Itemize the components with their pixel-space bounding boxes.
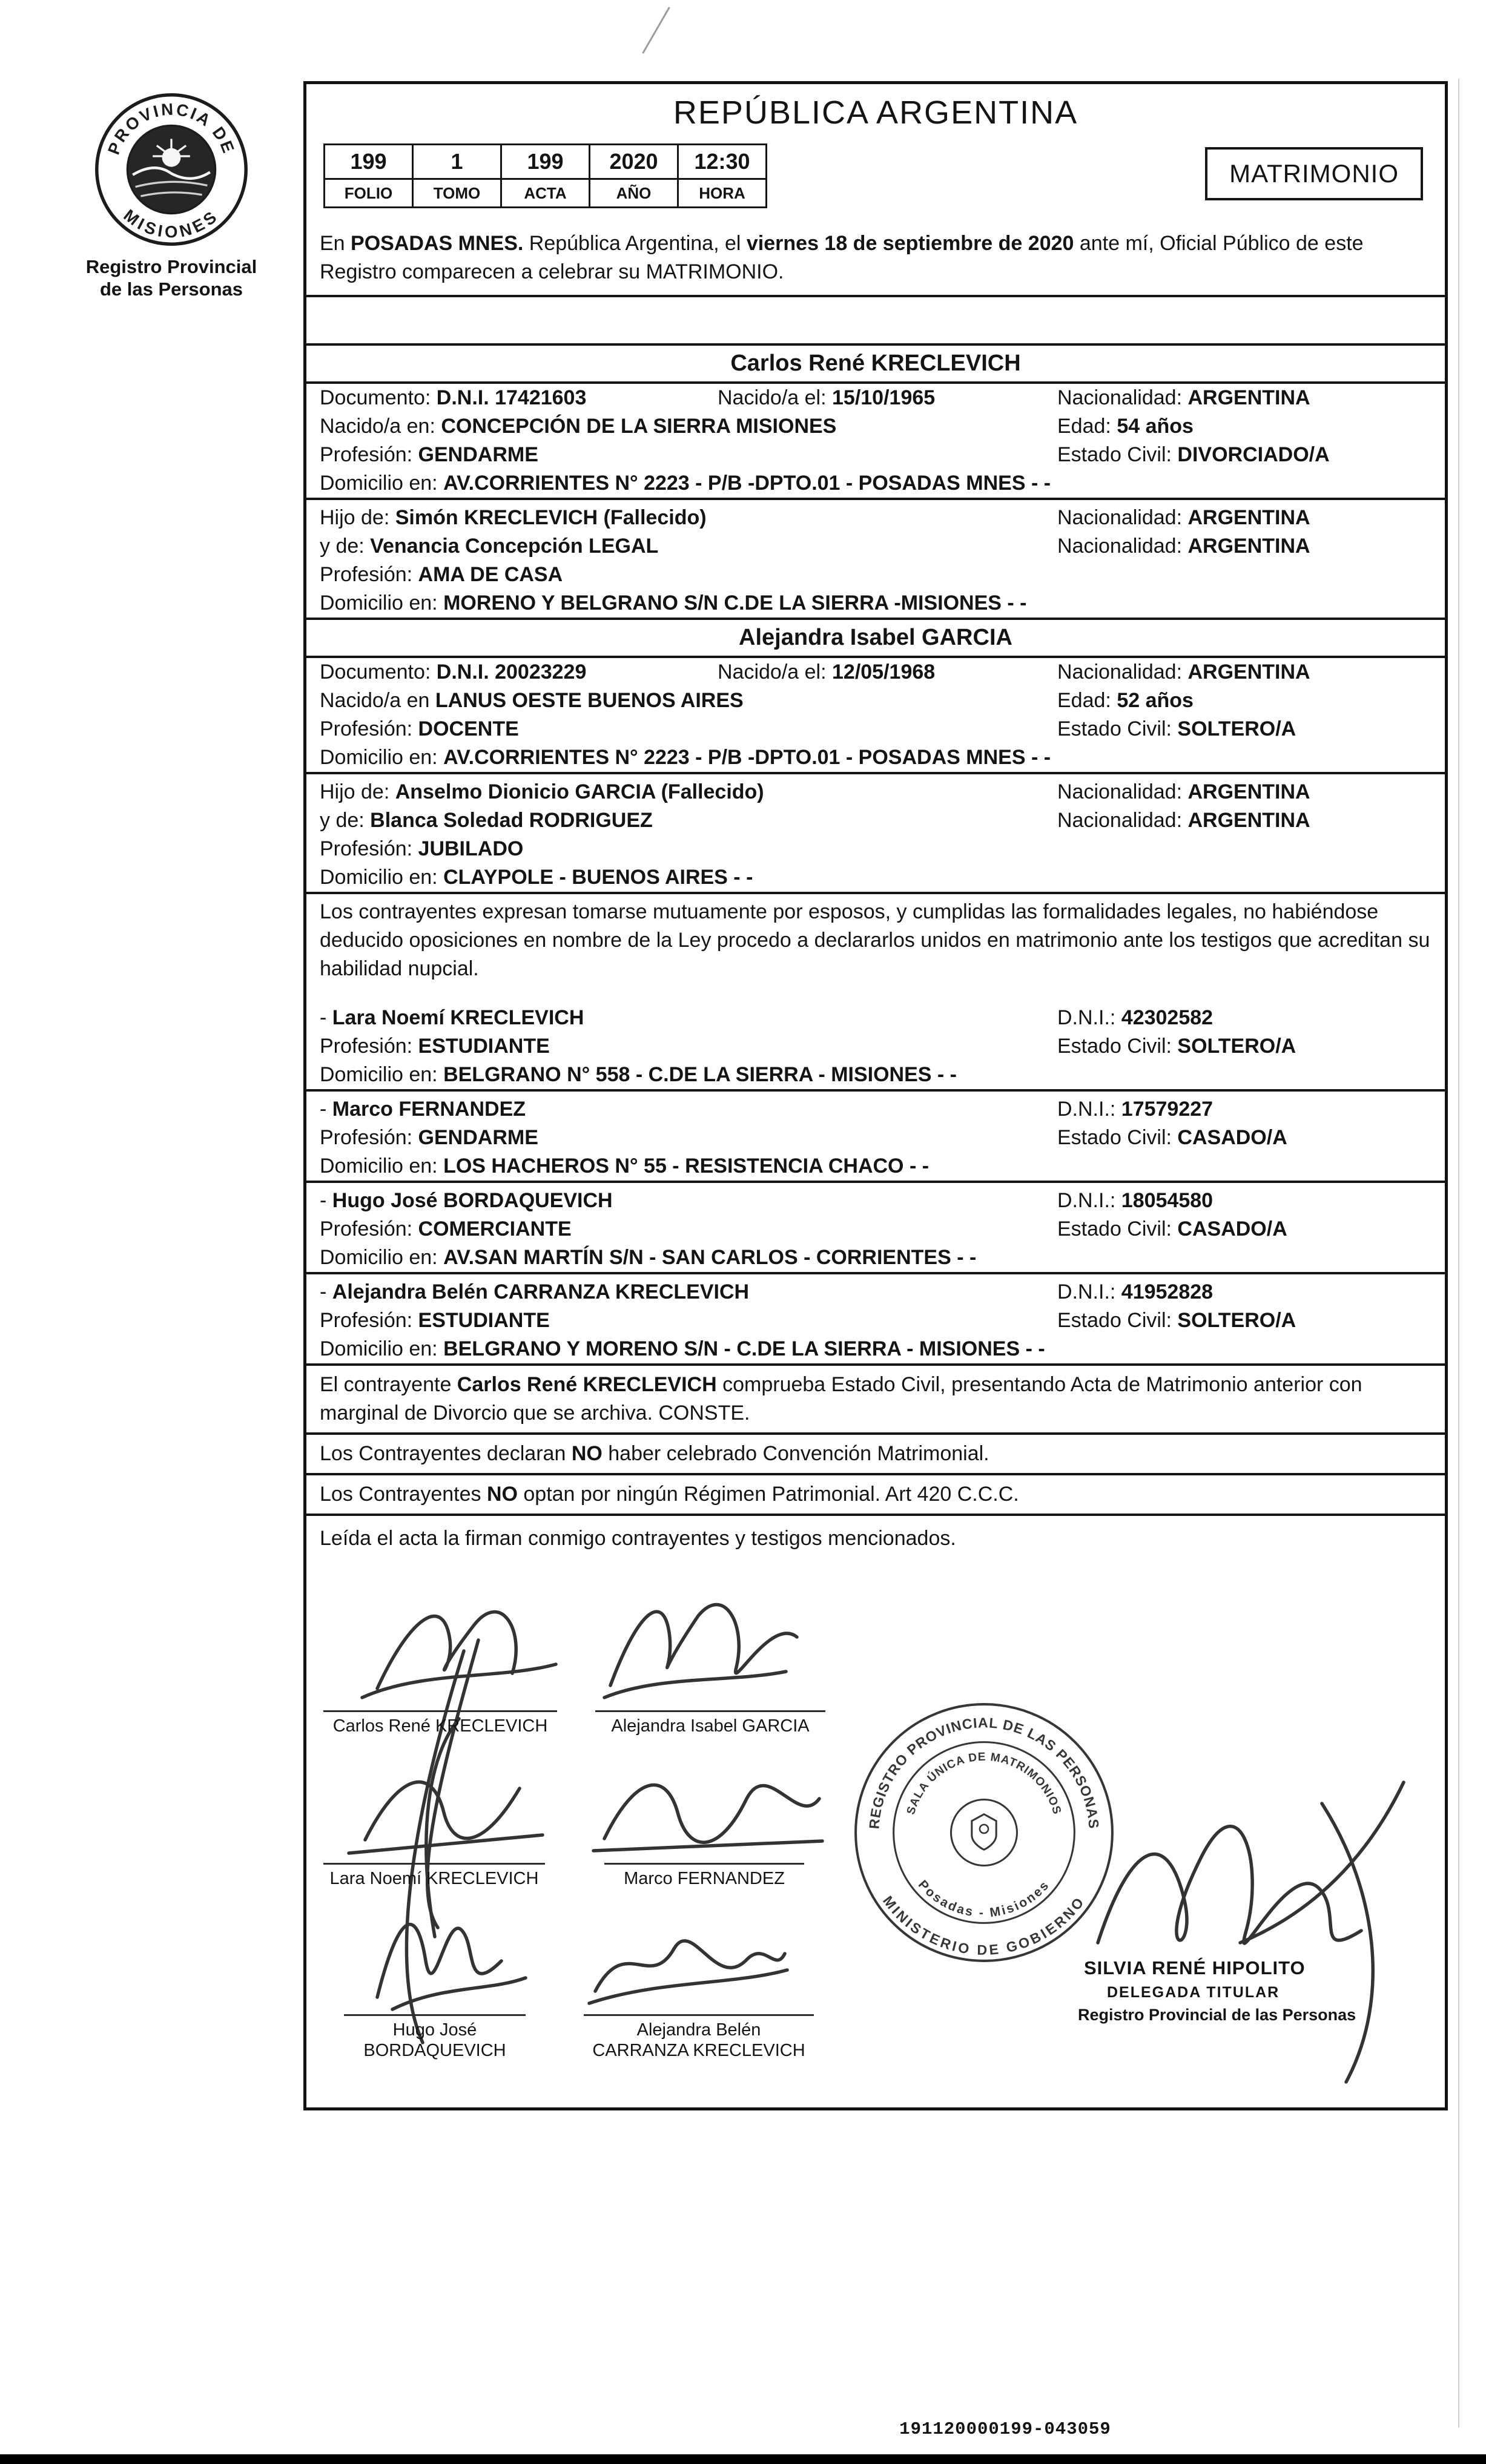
witness-name-value: Alejandra Belén CARRANZA KRECLEVICH: [332, 1280, 750, 1303]
logo-caption-line2: de las Personas: [99, 278, 243, 300]
field-value: ARGENTINA: [1187, 660, 1310, 684]
field-label: Domicilio en:: [320, 591, 444, 614]
header-band: [320, 143, 1432, 217]
person2-row-padres-profesion: [320, 835, 1432, 863]
field-value: SOLTERO/A: [1177, 1309, 1296, 1332]
field-value: Venancia Concepción LEGAL: [370, 535, 659, 558]
folio-values-row: [325, 145, 767, 179]
person2-row-documento: [320, 658, 1432, 687]
signature-label-alejandra-garcia: Alejandra Isabel GARCIA: [595, 1710, 825, 1736]
field-value: D.N.I. 20023229: [436, 660, 587, 684]
provincial-seal-icon: [91, 90, 251, 249]
signature-label-carlos: Carlos René KRECLEVICH: [323, 1710, 557, 1736]
person2-row-madre: [320, 806, 1432, 835]
person2-row-profesion: [320, 715, 1432, 743]
field-value: SOLTERO/A: [1177, 717, 1296, 740]
witness1-block: [320, 1004, 1432, 1092]
field-label: Nacionalidad:: [1057, 660, 1188, 684]
person1-row-domicilio: [320, 469, 1432, 498]
person1-padre: [320, 506, 707, 529]
field-value: BELGRANO Y MORENO S/N - C.DE LA SIERRA - MISIONES - -: [443, 1337, 1045, 1360]
witness-profesion: [320, 1217, 572, 1240]
field-value: Blanca Soledad RODRIGUEZ: [370, 809, 653, 832]
witness-estado-civil: [1057, 1306, 1296, 1335]
person1-row-padre: [320, 504, 1432, 532]
person1-nacido-en: [320, 415, 836, 438]
field-label: Domicilio en:: [320, 1246, 444, 1269]
person1-madre-nacionalidad: [1057, 532, 1310, 561]
field-value: AV.SAN MARTÍN S/N - SAN CARLOS - CORRIENTES - -: [443, 1246, 977, 1269]
field-value: 41952828: [1121, 1280, 1214, 1303]
witness-name: [320, 1189, 613, 1212]
acta-value: 199: [501, 145, 590, 179]
person2-padre-nacionalidad: [1057, 778, 1310, 806]
witness1-name-row: [320, 1004, 1432, 1032]
field-value: 15/10/1965: [832, 386, 936, 409]
dash: -: [320, 1006, 332, 1029]
spacer: [320, 297, 1432, 343]
field-label: Domicilio en:: [320, 866, 444, 889]
field-label: D.N.I.:: [1057, 1098, 1121, 1121]
person2-padre: [320, 780, 764, 803]
divider: [306, 1514, 1445, 1516]
field-value: COMERCIANTE: [418, 1217, 572, 1240]
tomo-label: TOMO: [413, 179, 501, 208]
folio-label: FOLIO: [325, 179, 413, 208]
field-value: LOS HACHEROS N° 55 - RESISTENCIA CHACO - -: [443, 1155, 930, 1178]
person2-name-header: Alejandra Isabel GARCIA: [306, 618, 1445, 658]
scan-artifact: [642, 7, 670, 54]
divider: [306, 1363, 1445, 1366]
witness3-name-row: [320, 1187, 1432, 1215]
person1-estado-civil: [1057, 441, 1330, 469]
dash: -: [320, 1189, 332, 1212]
svg-text:MINISTERIO DE GOBIERNO: [880, 1893, 1088, 1958]
field-label: Edad:: [1057, 415, 1117, 438]
witness-dni: [1057, 1004, 1213, 1032]
field-label: Nacido/a en: [320, 689, 435, 712]
estado-civil-clause: El contrayente Carlos René KRECLEVICH comprueba Estado Civil, presentando Acta de Matrimonio anterior con marginal de Divorcio que se archiva. CONSTE.: [320, 1373, 1362, 1425]
scan-bottom-edge: [0, 2454, 1486, 2464]
field-label: Domicilio en:: [320, 1155, 444, 1178]
witness-profesion: [320, 1035, 550, 1058]
field-label: Nacionalidad:: [1057, 780, 1188, 803]
field-label: Estado Civil:: [1057, 1035, 1178, 1058]
convencion-clause: Los Contrayentes declaran NO haber celebrado Convención Matrimonial.: [320, 1442, 989, 1465]
witness3-block: [320, 1187, 1432, 1274]
field-value: 12/05/1968: [832, 660, 936, 684]
field-label: Profesión:: [320, 837, 418, 860]
folio-labels-row: [325, 179, 767, 208]
field-value: 17579227: [1121, 1098, 1214, 1121]
document-frame: [303, 81, 1448, 2110]
field-label: Nacionalidad:: [1057, 386, 1188, 409]
signature-label-line1: Hugo José: [392, 2020, 477, 2040]
field-label: Profesión:: [320, 443, 418, 466]
signature-label-hugo: [344, 2014, 526, 2061]
field-value: Anselmo Dionicio GARCIA (Fallecido): [395, 780, 764, 803]
witness3-dom-row: [320, 1244, 1432, 1272]
field-value: ARGENTINA: [1187, 809, 1310, 832]
divider: [306, 892, 1445, 894]
field-value: GENDARME: [418, 443, 538, 466]
person1-madre: [320, 535, 658, 558]
field-label: Domicilio en:: [320, 746, 444, 769]
witness-name-value: Hugo José BORDAQUEVICH: [332, 1189, 613, 1212]
field-value: ESTUDIANTE: [418, 1035, 550, 1058]
field-label: Domicilio en:: [320, 1063, 444, 1086]
acta-label: ACTA: [501, 179, 590, 208]
witness-estado-civil: [1057, 1124, 1287, 1152]
person1-documento: [320, 386, 586, 409]
witness-name-value: Marco FERNANDEZ: [332, 1098, 526, 1121]
divider: [306, 1432, 1445, 1435]
field-value: AMA DE CASA: [418, 563, 563, 586]
divider: [306, 772, 1445, 774]
witness1-prof-row: [320, 1032, 1432, 1061]
signature-area: [320, 1573, 1432, 2106]
witness2-prof-row: [320, 1124, 1432, 1152]
document-code-number: 191120000199-043059: [899, 2419, 1111, 2439]
person2-row-domicilio: [320, 743, 1432, 772]
field-label: Estado Civil:: [1057, 717, 1178, 740]
field-label: D.N.I.:: [1057, 1280, 1121, 1303]
intro-paragraph: En POSADAS MNES. República Argentina, el viernes 18 de septiembre de 2020 ante mí, Oficial Público de este Registro comparecen a celebrar su MATRIMONIO.: [320, 232, 1364, 283]
person2-estado-civil: [1057, 715, 1296, 743]
field-value: CONCEPCIÓN DE LA SIERRA MISIONES: [441, 415, 837, 438]
person1-row-padres-profesion: [320, 561, 1432, 589]
field-label: Documento:: [320, 386, 437, 409]
person2-documento: [320, 660, 586, 684]
witness1-dom-row: [320, 1061, 1432, 1089]
official-name: SILVIA RENÉ HIPOLITO: [1084, 1957, 1306, 1978]
round-registry-stamp: [851, 1699, 1117, 1966]
person1-row-documento: [320, 384, 1432, 412]
field-value: CLAYPOLE - BUENOS AIRES - -: [443, 866, 753, 889]
person2-row-padres-domicilio: [320, 863, 1432, 892]
official-org-stamp: Registro Provincial de las Personas: [1078, 2006, 1356, 2024]
witness-domicilio: [320, 1246, 976, 1269]
field-label: Profesión:: [320, 717, 418, 740]
field-label: Profesión:: [320, 1309, 418, 1332]
field-label: Nacido/a el:: [718, 386, 832, 409]
signature-label-marco: Marco FERNANDEZ: [604, 1863, 804, 1889]
person1-domicilio: [320, 472, 1051, 495]
person1-row-profesion: [320, 441, 1432, 469]
field-value: CASADO/A: [1177, 1126, 1287, 1149]
divider: [306, 1089, 1445, 1092]
document-title: REPÚBLICA ARGENTINA: [673, 94, 1078, 131]
field-value: 18054580: [1121, 1189, 1214, 1212]
scan-edge-artifact: [1458, 79, 1459, 2428]
field-label: Domicilio en:: [320, 1337, 444, 1360]
witness3-prof-row: [320, 1215, 1432, 1244]
signature-label-lara: Lara Noemí KRECLEVICH: [323, 1863, 545, 1889]
seal-ring-top-text: REGISTRO PROVINCIAL DE LAS PERSONAS: [866, 1715, 1102, 1830]
witness4-dom-row: [320, 1335, 1432, 1363]
field-label: Profesión:: [320, 1126, 418, 1149]
person2-madre-nacionalidad: [1057, 806, 1310, 835]
divider: [306, 1181, 1445, 1183]
field-label: y de:: [320, 809, 371, 832]
svg-text:Posadas - Misiones: [916, 1877, 1052, 1920]
signature-label-line1: Alejandra Belén: [636, 2020, 761, 2040]
field-label: Profesión:: [320, 563, 418, 586]
witness2-name-row: [320, 1095, 1432, 1124]
field-label: Estado Civil:: [1057, 1126, 1178, 1149]
seal-inner-top-text: SALA ÚNICA DE MATRIMONIOS: [904, 1750, 1064, 1816]
dash: -: [320, 1098, 332, 1121]
field-label: Estado Civil:: [1057, 443, 1178, 466]
person1-nacido-el: [718, 384, 935, 412]
field-label: y de:: [320, 535, 371, 558]
folio-table: [323, 143, 767, 208]
person2-edad: [1057, 687, 1194, 715]
person1-name-header: Carlos René KRECLEVICH: [306, 343, 1445, 384]
field-label: D.N.I.:: [1057, 1006, 1121, 1029]
person1-profesion: [320, 443, 538, 466]
person1-padres-profesion: [320, 563, 563, 586]
signature-label-line2: CARRANZA KRECLEVICH: [592, 2041, 805, 2060]
witness-name: [320, 1006, 584, 1029]
witness2-block: [320, 1095, 1432, 1183]
person1-padre-nacionalidad: [1057, 504, 1310, 532]
field-value: DOCENTE: [418, 717, 519, 740]
person2-nacido-el: [718, 658, 935, 687]
person2-padres-profesion: [320, 837, 523, 860]
field-value: JUBILADO: [418, 837, 524, 860]
divider: [306, 498, 1445, 500]
witness-name: [320, 1280, 749, 1303]
field-value: ARGENTINA: [1187, 506, 1310, 529]
witness-name-value: Lara Noemí KRECLEVICH: [332, 1006, 584, 1029]
field-value: ESTUDIANTE: [418, 1309, 550, 1332]
person1-row-nacido-en: [320, 412, 1432, 441]
regimen-clause: Los Contrayentes NO optan por ningún Régimen Patrimonial. Art 420 C.C.C.: [320, 1483, 1019, 1506]
anio-label: AÑO: [590, 179, 678, 208]
field-value: AV.CORRIENTES N° 2223 - P/B -DPTO.01 - POSADAS MNES - -: [443, 746, 1051, 769]
person2-row-padre: [320, 778, 1432, 806]
logo-caption-line1: Registro Provincial: [85, 256, 257, 277]
field-label: Profesión:: [320, 1217, 418, 1240]
witness-dni: [1057, 1187, 1213, 1215]
seal-inner-bottom-text: Posadas - Misiones: [915, 1877, 1053, 1920]
field-label: Estado Civil:: [1057, 1217, 1178, 1240]
field-value: GENDARME: [418, 1126, 538, 1149]
witness4-name-row: [320, 1278, 1432, 1306]
field-value: LANUS OESTE BUENOS AIRES: [435, 689, 744, 712]
field-value: 42302582: [1121, 1006, 1214, 1029]
field-label: Nacionalidad:: [1057, 809, 1188, 832]
closing-line: Leída el acta la firman conmigo contrayentes y testigos mencionados.: [320, 1527, 956, 1550]
witness-intro-paragraph: Los contrayentes expresan tomarse mutuamente por esposos, y cumplidas las formalidades legales, no habiéndose deducido oposiciones en nombre de la Ley procedo a declararlos unidos en matrimonio ante los testigos que acreditan su habilidad nupcial.: [320, 900, 1430, 980]
person1-padres-domicilio: [320, 591, 1026, 614]
seal-ring-bottom-text: MINISTERIO DE GOBIERNO: [880, 1892, 1088, 1958]
field-label: Estado Civil:: [1057, 1309, 1178, 1332]
person1-row-madre: [320, 532, 1432, 561]
field-value: SOLTERO/A: [1177, 1035, 1296, 1058]
logo-caption: [71, 255, 271, 300]
field-value: AV.CORRIENTES N° 2223 - P/B -DPTO.01 - POSADAS MNES - -: [443, 472, 1051, 495]
person2-profesion: [320, 717, 519, 740]
field-label: Edad:: [1057, 689, 1117, 712]
field-value: DIVORCIADO/A: [1177, 443, 1330, 466]
person1-row-padres-domicilio: [320, 589, 1432, 618]
hora-value: 12:30: [678, 145, 767, 179]
field-value: BELGRANO N° 558 - C.DE LA SIERRA - MISIONES - -: [443, 1063, 957, 1086]
tomo-value: 1: [413, 145, 501, 179]
witness-name: [320, 1098, 526, 1121]
logo-ring-bottom-text: MISIONES: [120, 205, 223, 242]
witness-profesion: [320, 1126, 538, 1149]
divider: [306, 1473, 1445, 1475]
witness-domicilio: [320, 1155, 929, 1178]
folio-value: 199: [325, 145, 413, 179]
official-title: DELEGADA TITULAR: [1107, 1984, 1280, 2001]
person2-madre: [320, 809, 653, 832]
witness-estado-civil: [1057, 1032, 1296, 1061]
witness4-block: [320, 1278, 1432, 1366]
dash: -: [320, 1280, 332, 1303]
person1-nacionalidad: [1057, 384, 1310, 412]
divider: [306, 1272, 1445, 1274]
field-value: 52 años: [1117, 689, 1194, 712]
field-value: ARGENTINA: [1187, 386, 1310, 409]
hora-label: HORA: [678, 179, 767, 208]
field-value: ARGENTINA: [1187, 535, 1310, 558]
witness-domicilio: [320, 1337, 1045, 1360]
anio-value: 2020: [590, 145, 678, 179]
field-label: Domicilio en:: [320, 472, 444, 495]
matrimonio-badge: MATRIMONIO: [1205, 147, 1423, 200]
witness-estado-civil: [1057, 1215, 1287, 1244]
field-label: Hijo de:: [320, 506, 395, 529]
witness-dni: [1057, 1278, 1213, 1306]
person2-row-nacido-en: [320, 687, 1432, 715]
signature-label-line2: BORDAQUEVICH: [363, 2041, 506, 2060]
field-label: D.N.I.:: [1057, 1189, 1121, 1212]
witness-domicilio: [320, 1063, 957, 1086]
field-value: 54 años: [1117, 415, 1194, 438]
field-value: D.N.I. 17421603: [436, 386, 587, 409]
field-value: Simón KRECLEVICH (Fallecido): [395, 506, 707, 529]
person2-nacionalidad: [1057, 658, 1310, 687]
field-label: Nacido/a en:: [320, 415, 441, 438]
field-label: Documento:: [320, 660, 437, 684]
field-label: Nacionalidad:: [1057, 535, 1188, 558]
person1-edad: [1057, 412, 1194, 441]
person2-padres-domicilio: [320, 866, 753, 889]
field-value: MORENO Y BELGRANO S/N C.DE LA SIERRA -MISIONES - -: [443, 591, 1027, 614]
field-value: ARGENTINA: [1187, 780, 1310, 803]
field-label: Hijo de:: [320, 780, 395, 803]
witness4-prof-row: [320, 1306, 1432, 1335]
witness-dni: [1057, 1095, 1213, 1124]
field-label: Nacido/a el:: [718, 660, 832, 684]
person2-nacido-en: [320, 689, 744, 712]
svg-text:REGISTRO PROVINCIAL DE LAS PER: [866, 1715, 1101, 1830]
registry-logo: [71, 90, 271, 300]
logo-ring-top-text: PROVINCIA DE: [104, 99, 239, 157]
field-label: Profesión:: [320, 1035, 418, 1058]
witness-profesion: [320, 1309, 550, 1332]
witness2-dom-row: [320, 1152, 1432, 1181]
field-label: Nacionalidad:: [1057, 506, 1188, 529]
field-value: CASADO/A: [1177, 1217, 1287, 1240]
signature-label-alejandra-belen: [584, 2014, 814, 2061]
person2-domicilio: [320, 746, 1051, 769]
